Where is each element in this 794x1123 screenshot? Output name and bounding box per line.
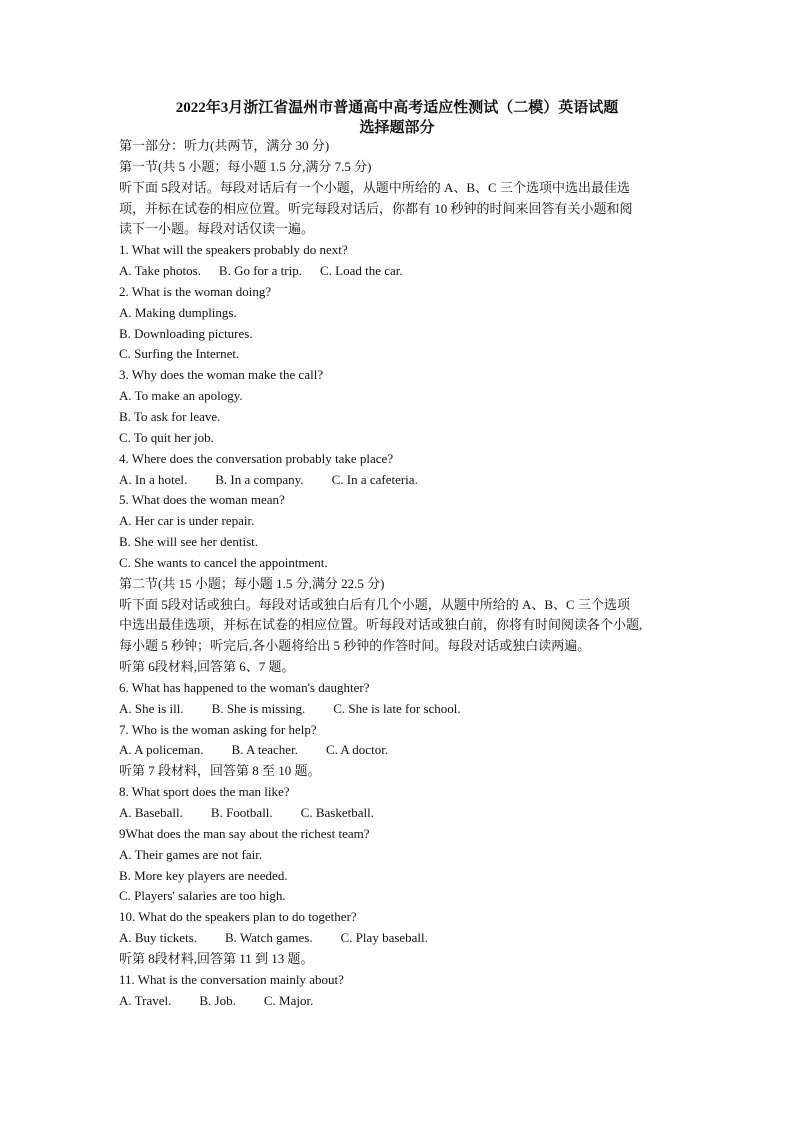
option-c: C. To quit her job. [119, 429, 214, 445]
option-c: C. Major. [263, 992, 314, 1008]
option-c: C. Surfing the Internet. [119, 346, 240, 362]
material-heading: 听第 7 段材料，回答第 8 至 10 题。 [119, 763, 321, 779]
option-a: A. Travel. [119, 992, 172, 1008]
question-stem: 6. What has happened to the woman's daughter? [119, 679, 370, 695]
option-c: C. Load the car. [319, 263, 403, 279]
option-a: A. Her car is under repair. [119, 513, 255, 529]
question-options [119, 928, 689, 949]
exam-body [119, 136, 689, 1011]
exam-title: 2022年3月浙江省温州市普通高中高考适应性测试（二模）英语试题 [175, 100, 619, 116]
section-instructions-line: 听下面 5段对话。每段对话后有一个小题，从题中所给的 A、B、C 三个选项中选出最佳选 [119, 179, 630, 195]
option-c: C. Players' salaries are too high. [119, 888, 286, 904]
question-options [119, 699, 689, 720]
option-c: C. She is late for school. [333, 700, 461, 716]
option-b: B. In a company. [215, 471, 304, 487]
section-instructions-line: 项，并标在试卷的相应位置。听完每段对话后，你都有 10 秒钟的时间来回答有关小题和阅 [119, 200, 633, 216]
option-a: A. Buy tickets. [119, 930, 197, 946]
option-c: C. Play baseball. [340, 930, 428, 946]
option-c: C. A doctor. [325, 742, 389, 758]
exam-subtitle: 选择题部分 [359, 120, 435, 136]
question-options [119, 991, 689, 1012]
section-heading: 第二节(共 15 小题；每小题 1.5 分,满分 22.5 分) [119, 575, 385, 591]
material-heading: 听第 8段材料,回答第 11 到 13 题。 [119, 950, 314, 966]
option-c: C. In a cafeteria. [331, 471, 418, 487]
question-stem: 5. What does the woman mean? [119, 492, 285, 508]
option-a: A. Take photos. [119, 263, 201, 279]
question-options [119, 261, 689, 282]
question-options [119, 470, 689, 491]
question-stem: 7. Who is the woman asking for help? [119, 721, 317, 737]
question-stem: 10. What do the speakers plan to do together? [119, 909, 357, 925]
question-stem: 8. What sport does the man like? [119, 784, 290, 800]
option-a: A. In a hotel. [119, 471, 188, 487]
question-stem: 3. Why does the woman make the call? [119, 367, 324, 383]
option-a: A. Making dumplings. [119, 304, 237, 320]
question-stem: 1. What will the speakers probably do next? [119, 242, 348, 258]
option-a: A. To make an apology. [119, 388, 243, 404]
option-b: B. Football. [210, 805, 273, 820]
option-a: A. Baseball. [119, 805, 183, 820]
option-b: B. Go for a trip. [218, 263, 302, 279]
section-instructions-line: 听下面 5段对话或独白。每段对话或独白后有几个小题，从题中所给的 A、B、C 三个选项 [119, 596, 630, 612]
part-heading: 第一部分：听力(共两节，满分 30 分) [119, 138, 330, 153]
section-instructions-line: 每小题 5 秒钟；听完后,各小题将给出 5 秒钟的作答时间。每段对话或独白读两遍。 [119, 638, 591, 654]
option-b: B. To ask for leave. [119, 408, 221, 424]
option-a: A. A policeman. [119, 742, 204, 758]
section-heading: 第一节(共 5 小题；每小题 1.5 分,满分 7.5 分) [119, 158, 372, 174]
option-a: A. Their games are not fair. [119, 846, 263, 862]
question-stem: 2. What is the woman doing? [119, 283, 272, 299]
option-b: B. She is missing. [211, 700, 306, 716]
option-b: B. More key players are needed. [119, 867, 288, 883]
question-options [119, 803, 689, 824]
question-stem: 9What does the man say about the richest team? [119, 825, 370, 841]
option-b: B. Watch games. [225, 930, 313, 946]
option-b: B. She will see her dentist. [119, 534, 259, 550]
option-c: C. Basketball. [300, 805, 374, 820]
section-instructions-line: 读下一小题。每段对话仅读一遍。 [119, 221, 315, 237]
section-instructions-line: 中选出最佳选项，并标在试卷的相应位置。听每段对话或独白前，你将有时间阅读各个小题, [119, 617, 643, 633]
question-options [119, 740, 689, 761]
option-b: B. Job. [199, 992, 236, 1008]
material-heading: 听第 6段材料,回答第 6、7 题。 [119, 659, 295, 675]
option-c: C. She wants to cancel the appointment. [119, 554, 328, 570]
question-stem: 4. Where does the conversation probably take place? [119, 450, 394, 466]
option-b: B. A teacher. [231, 742, 298, 758]
question-stem: 11. What is the conversation mainly about? [119, 971, 344, 987]
option-b: B. Downloading pictures. [119, 325, 253, 341]
option-a: A. She is ill. [119, 700, 184, 716]
